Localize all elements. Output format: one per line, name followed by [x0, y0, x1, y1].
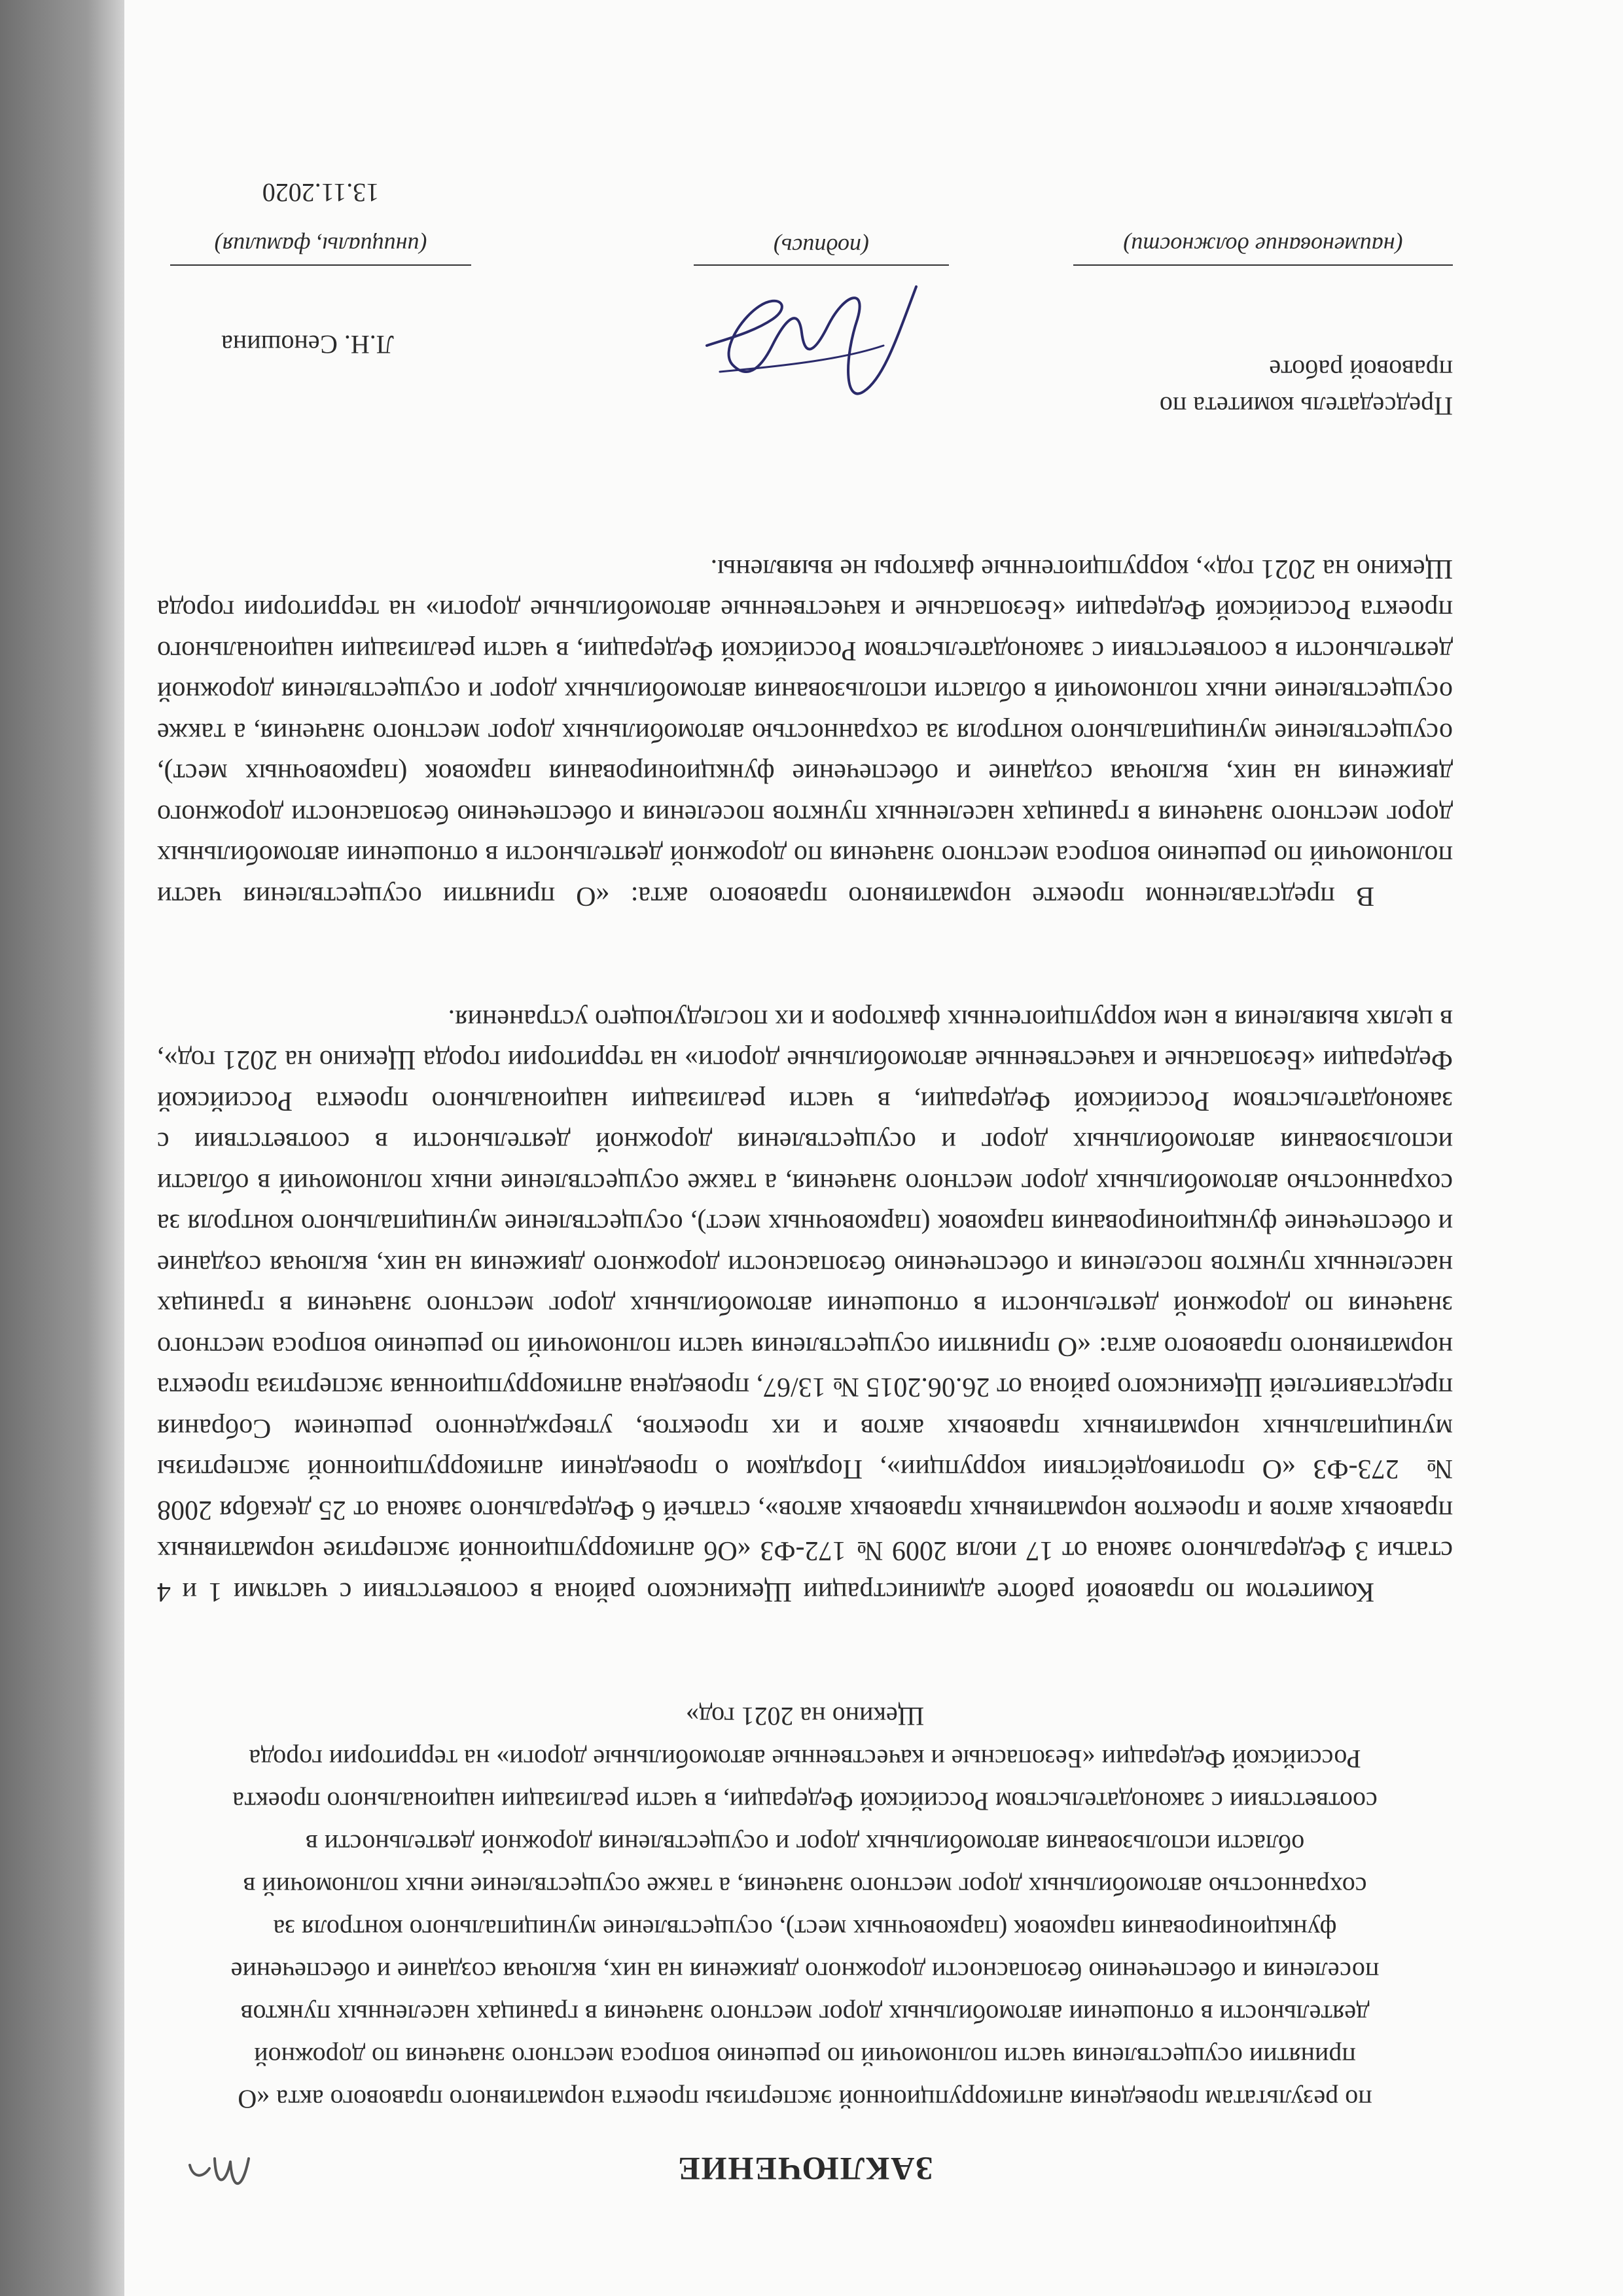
signer-position: Председатель комитета по правовой работе: [1159, 355, 1453, 421]
signer-name: Л.Н. Сеношина: [221, 330, 394, 359]
document-subtitle: по результатам проведения антикоррупционной экспертизы проекта нормативного правового акта «О принятии осуществления части полномочий по решению вопроса местного значения по дорожной деятельности в отношении автомобильных дорог местного значения в границах населенных пунктов поселения и обеспечению безопасности дорожного движения на них, включая создание и обеспечение функционирования парковок (парковочных мест), осуществление муниципального контроля за сохранностью автомобильных дорог местного значения, а также осуществление иных полномочий в области использования автомобильных дорог и осуществления дорожной деятельности в соответствии с законодательством Российской Федерации, в части реализации национального проекта Российской Федерации «Безопасные и качественные автомобильные дороги» на территории города Щекино на 2021 год»: [230, 1702, 1380, 2114]
position-caption: (наименование должности): [1073, 232, 1453, 266]
signature-caption: (подпись): [773, 234, 870, 260]
handwritten-signature: [694, 254, 942, 418]
document-date: 13.11.2020: [262, 178, 380, 207]
paragraph-expertise: Комитетом по правовой работе администрации Щекинского района в соответствии с частями 1 и 4 статьи 3 Федерального закона от 17 июля 2009 № 172-ФЗ «Об антикоррупционной экспертизе нормативных правовых актов и проектов нормативных правовых актов», статьей 6 Федерального закона от 25 декабря 2008 № 273-ФЗ «О противодействии коррупции», Порядком о проведении антикоррупционной экспертизы муниципальных нормативных правовых актов и их проектов, утвержденного решением Собрания представителей Щекинского района от 26.06.2015 № 13/67, проведена антикоррупционная экспертиза проекта нормативного правового акта: «О принятии осуществления части полномочий по решению вопроса местного значения по дорожной деятельности в отношении автомобильных дорог местного значения в границах населенных пунктов поселения и обеспечению безопасности дорожного движения на них, включая создание и обеспечение функционирования парковок (парковочных мест), осуществление муниципального контроля за сохранностью автомобильных дорог местного значения, а также осуществление иных полномочий в области использования автомобильных дорог и осуществления дорожной деятельности в соответствии с законодательством Российской Федерации, в части реализации национального проекта Российской Федерации «Безопасные и качественные автомобильные дороги» на территории города Щекино на 2021 год», в целях выявления в нем коррупциогенных факторов и их последующего устранения.: [157, 1004, 1453, 1607]
name-caption: (инициалы, фамилия): [170, 232, 471, 266]
signature-block: [157, 178, 1453, 424]
paragraph-conclusion: В представленном проекте нормативного правового акта: «О принятии осуществления части полномочий по решению вопроса местного значения по дорожной деятельности в отношении автомобильных дорог местного значения в границах населенных пунктов поселения и обеспечению безопасности дорожного движения на них, включая создание и обеспечение функционирования парковок (парковочных мест), осуществление муниципального контроля за сохранностью автомобильных дорог местного значения, а также осуществление иных полномочий в области использования автомобильных дорог и осуществления дорожной деятельности в соответствии с законодательством Российской Федерации, в части реализации национального проекта Российской Федерации «Безопасные и качественные автомобильные дороги» на территории города Щекино на 2021 год», коррупциогенные факторы не выявлены.: [157, 554, 1453, 911]
document-title: ЗАКЛЮЧЕНИЕ: [677, 2151, 933, 2187]
signature-line: [694, 264, 949, 266]
scanner-edge-shadow: [0, 0, 124, 2296]
